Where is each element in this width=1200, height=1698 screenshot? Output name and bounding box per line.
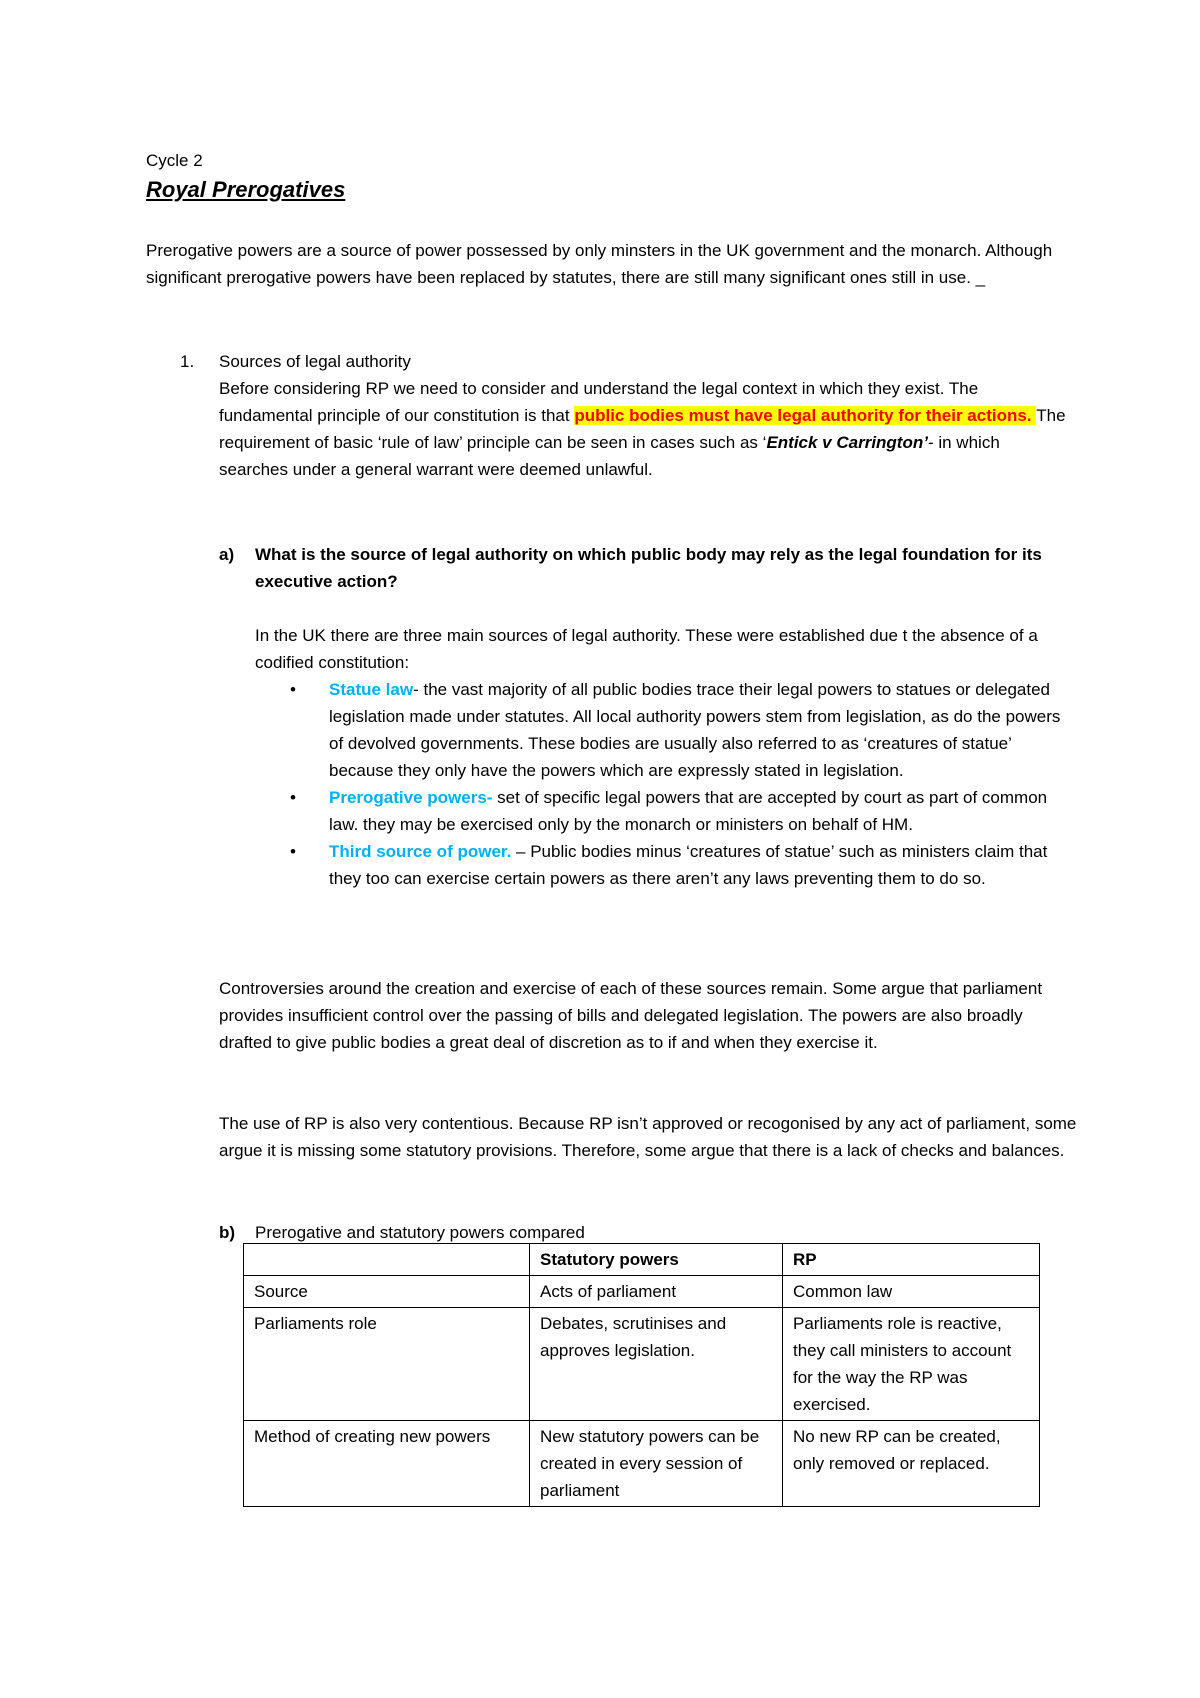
page-title: Royal Prerogatives (146, 177, 346, 202)
table-header-cell: Statutory powers (530, 1244, 783, 1276)
highlighted-principle: public bodies must have legal authority for their actions. (574, 406, 1037, 425)
table-cell: Debates, scrutinises and approves legislation. (530, 1308, 783, 1421)
table-cell: No new RP can be created, only removed or replaced. (783, 1421, 1040, 1507)
table-cell: Parliaments role is reactive, they call ministers to account for the way the RP was exercised. (783, 1308, 1040, 1421)
table-header-row (244, 1244, 1040, 1276)
bullet-text: - the vast majority of all public bodies trace their legal powers to statues or delegated legislation made under statutes. All local authority powers stem from legislation, as do the powers of devolved governments. These bodies are usually also referred to as ‘creatures of statue’ because they only have the powers which are expressly stated in legislation. (329, 680, 1061, 780)
bullet-text: – Public bodies minus ‘creatures of statue’ such as ministers claim that they too can exercise certain powers as there aren’t any laws preventing them to do so. (329, 842, 1048, 888)
section-1-text-c: - in which searches under a general warrant were deemed unlawful. (219, 433, 1000, 479)
intro-paragraph: Prerogative powers are a source of power possessed by only minsters in the UK government and the monarch. Although significant prerogative powers have been replaced by statutes, there are still many significant ones still in use. _ (146, 241, 1053, 287)
section-1 (219, 348, 1069, 483)
table-cell: Acts of parliament (530, 1276, 783, 1308)
cycle-label: Cycle 2 (146, 151, 203, 170)
table-cell: New statutory powers can be created in every session of parliament (530, 1421, 783, 1507)
table-header-cell (244, 1244, 530, 1276)
controversies-paragraph: Controversies around the creation and exercise of each of these sources remain. Some argue that parliament provides insufficient control over the passing of bills and delegated legislation. The powers are also broadly drafted to give public bodies a great deal of discretion as to if and when they exercise it. (219, 979, 1043, 1052)
table-row (244, 1421, 1040, 1507)
rp-use-paragraph: The use of RP is also very contentious. Because RP isn’t approved or recogonised by any act of parliament, some argue it is missing some statutory provisions. Therefore, some argue that there is a lack of checks and balances. (219, 1114, 1077, 1160)
bullet-icon: • (290, 842, 296, 861)
case-name: Entick v Carrington’ (766, 433, 928, 452)
section-b-letter: b) (219, 1223, 236, 1242)
bullet-icon: • (290, 680, 296, 699)
comparison-table (243, 1243, 1040, 1507)
section-1-heading: Sources of legal authority (219, 352, 411, 371)
question-a-heading: What is the source of legal authority on which public body may rely as the legal foundation for its executive action? (255, 545, 1042, 591)
bullet-term: Statue law (329, 680, 414, 699)
table-cell: Common law (783, 1276, 1040, 1308)
table-row (244, 1276, 1040, 1308)
section-1-body (219, 375, 1069, 483)
table-cell: Source (244, 1276, 530, 1308)
bullet-text: set of specific legal powers that are accepted by court as part of common law. they may be exercised only by the monarch or ministers on behalf of HM. (329, 788, 1048, 834)
list-item (290, 838, 1070, 892)
sources-list (290, 676, 1070, 892)
section-b-label: Prerogative and statutory powers compared (255, 1223, 585, 1242)
question-a-letter: a) (219, 545, 235, 564)
table-header-cell: RP (783, 1244, 1040, 1276)
section-1-number: 1. (180, 352, 195, 371)
table-row (244, 1308, 1040, 1421)
section-1-text-a: Before considering RP we need to consider and understand the legal context in which they exist. The fundamental principle of our constitution is that (219, 379, 979, 425)
section-1-text-b: The requirement of basic ‘rule of law’ principle can be seen in cases such as ‘ (219, 406, 1066, 452)
table-cell: Parliaments role (244, 1308, 530, 1421)
list-item (290, 784, 1070, 838)
list-item (290, 676, 1070, 784)
table-cell: Method of creating new powers (244, 1421, 530, 1507)
bullet-term: Third source of power. (329, 842, 512, 861)
question-a-intro: In the UK there are three main sources of legal authority. These were established due t the absence of a codified constitution: (255, 626, 1038, 672)
bullet-term: Prerogative powers- (329, 788, 493, 807)
bullet-icon: • (290, 788, 296, 807)
